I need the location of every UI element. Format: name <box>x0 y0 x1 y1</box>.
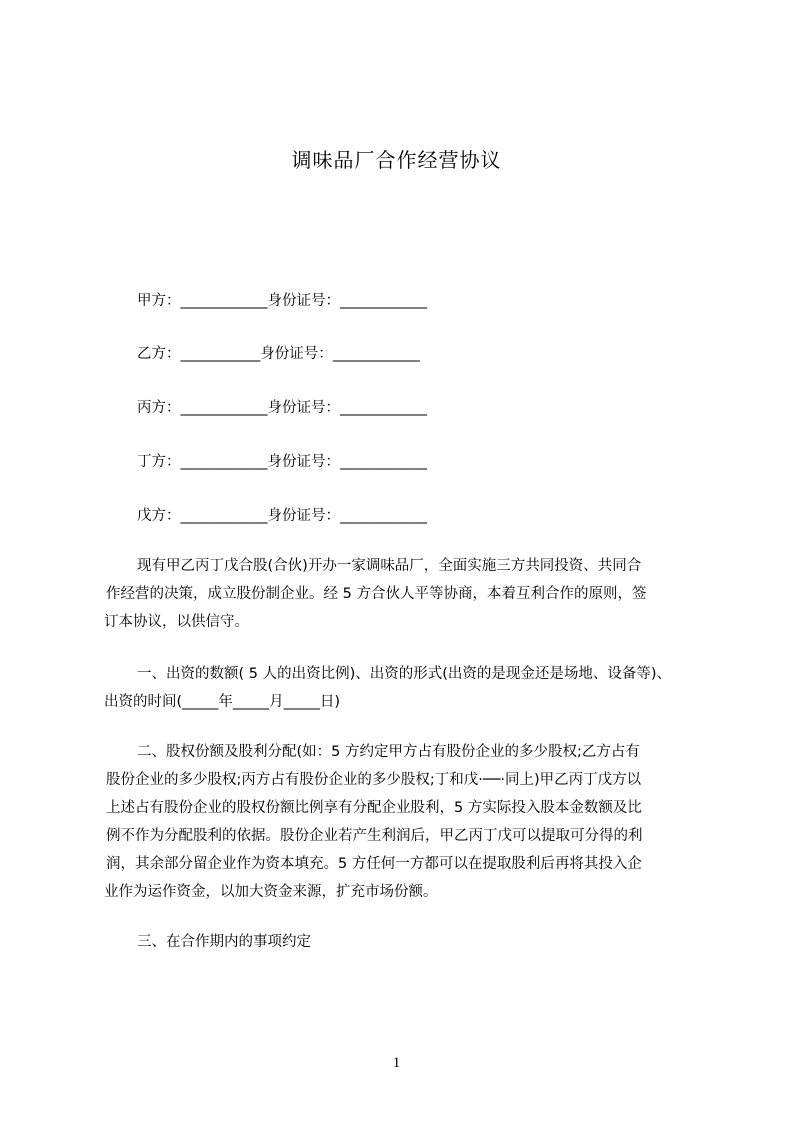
intro-line: 订本协议，以供信守。 <box>104 614 249 630</box>
party-line-jia: 甲方：____________身份证号：____________ <box>137 293 427 309</box>
section2-line: 例不作为分配股利的依据。股份企业若产生利润后，甲乙丙丁戊可以提取可分得的利 <box>106 828 643 844</box>
section1-line: 一、出资的数额( 5 人的出资比例)、出资的形式(出资的是现金还是场地、设备等)、 <box>137 666 672 682</box>
document-title: 调味品厂合作经营协议 <box>291 148 502 172</box>
intro-line: 作经营的决策，成立股份制企业。经 5 方合伙人平等协商，本着互利合作的原则，签 <box>106 586 647 602</box>
party-line-ding: 丁方：____________身份证号：____________ <box>137 454 427 470</box>
section2-line: 二、股权份额及股利分配(如：5 方约定甲方占有股份企业的多少股权;乙方占有 <box>137 744 640 760</box>
intro-line: 现有甲乙丙丁戊合股(合伙)开办一家调味品厂，全面实施三方共同投资、共同合 <box>137 558 642 574</box>
page-number: 1 <box>392 1055 401 1071</box>
section2-line: 股份企业的多少股权;丙方占有股份企业的多少股权;丁和戊·──·同上)甲乙丙丁戊方以 <box>106 772 642 788</box>
section2-line: 上述占有股份企业的股权份额比例享有分配企业股利，5 方实际投入股本金数额及比 <box>106 800 642 816</box>
section1-line: 出资的时间(_____年_____月_____日) <box>104 694 341 710</box>
party-line-bing: 丙方：____________身份证号：____________ <box>137 400 427 416</box>
section2-line: 润，其余部分留企业作为资本填充。5 方任何一方都可以在提取股利后再将其投入企 <box>106 856 642 872</box>
party-line-yi: 乙方：___________身份证号：____________ <box>137 346 420 362</box>
section2-line: 业作为运作资金，以加大资金来源，扩充市场份额。 <box>104 884 438 900</box>
section3-heading: 三、在合作期内的事项约定 <box>137 934 311 950</box>
party-line-wu: 戊方：____________身份证号：____________ <box>137 508 427 524</box>
